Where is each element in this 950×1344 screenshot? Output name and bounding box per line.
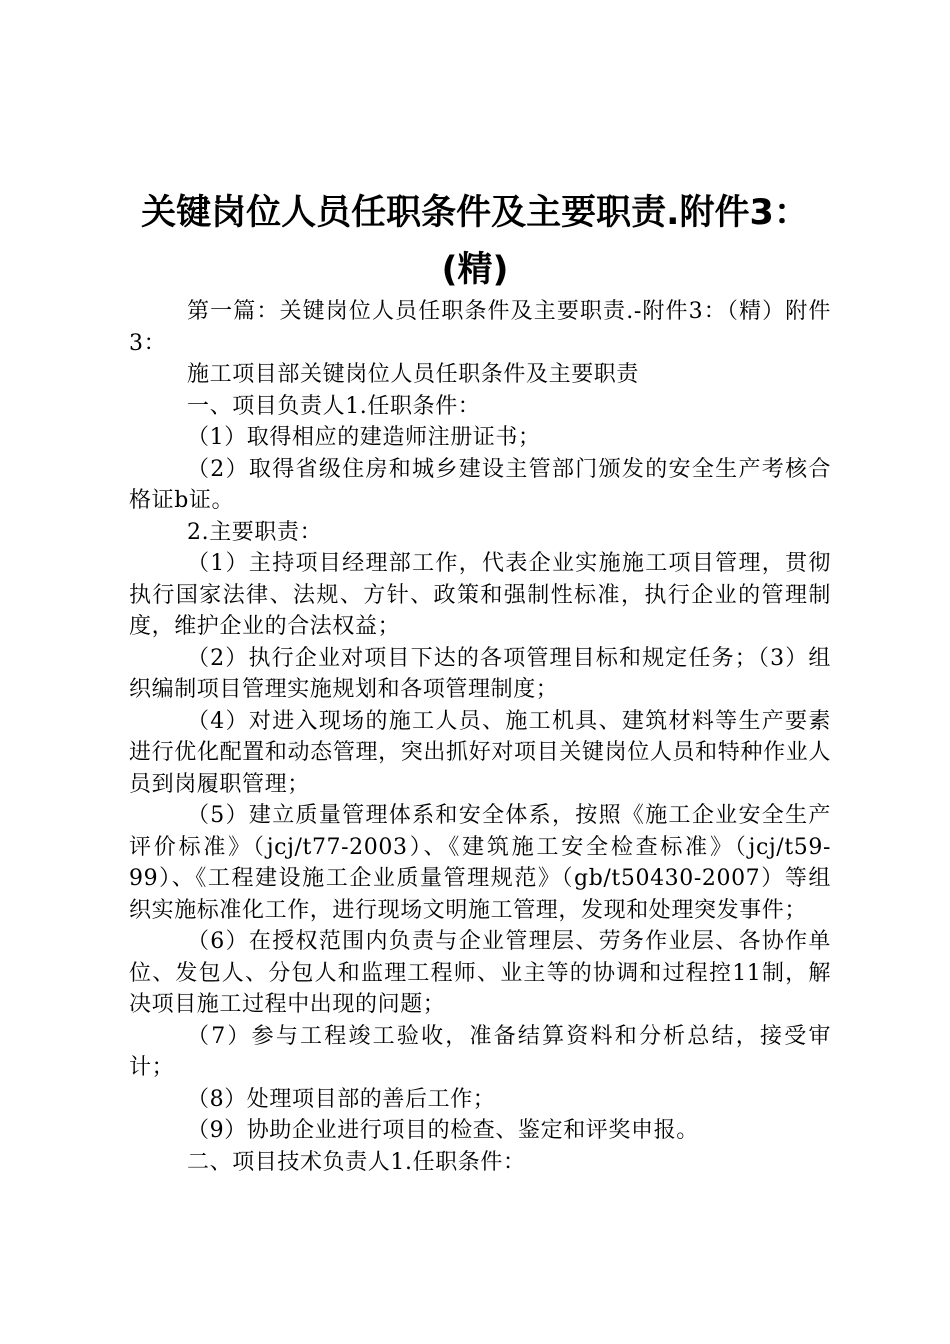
paragraph-duty-6: （6）在授权范围内负责与企业管理层、劳务作业层、各协作单位、发包人、分包人和监理工程师、业主等的协调和过程控11制，解决项目施工过程中出现的问题；: [129, 929, 831, 1017]
paragraph-duty-1: （1）主持项目经理部工作，代表企业实施施工项目管理，贯彻执行国家法律、法规、方针、政策和强制性标准，执行企业的管理制度，维护企业的合法权益；: [129, 551, 831, 639]
paragraph-condition-1: （1）取得相应的建造师注册证书；: [187, 425, 541, 450]
document-body: [129, 296, 831, 1178]
paragraph-duty-2-3: （2）执行企业对项目下达的各项管理目标和规定任务；（3）组织编制项目管理实施规划和各项管理制度；: [129, 645, 831, 702]
paragraph-duty-9: （9）协助企业进行项目的检查、鉴定和评奖申报。: [187, 1118, 699, 1143]
document-title-line-1: 关键岗位人员任职条件及主要职责.附件3：: [141, 193, 809, 233]
paragraph-duty-7: （7）参与工程竣工验收，准备结算资料和分析总结，接受审计；: [129, 1023, 831, 1080]
paragraph-duty-4: （4）对进入现场的施工人员、施工机具、建筑材料等生产要素进行优化配置和动态管理，突出抓好对项目关键岗位人员和特种作业人员到岗履职管理；: [129, 708, 831, 797]
paragraph-intro: 第一篇：关键岗位人员任职条件及主要职责.-附件3：（精）附件3：: [129, 299, 831, 356]
paragraph-duty-8: （8）处理项目部的善后工作；: [187, 1086, 496, 1112]
document-title-line-2: (精): [441, 250, 509, 290]
paragraph-section-heading: 施工项目部关键岗位人员任职条件及主要职责: [187, 362, 640, 387]
paragraph-heading-technical-leader: 二、项目技术负责人1.任职条件：: [187, 1149, 526, 1175]
paragraph-duties-heading: 2.主要职责：: [187, 519, 323, 545]
paragraph-heading-project-leader: 一、项目负责人1.任职条件：: [187, 393, 481, 419]
paragraph-condition-2: （2）取得省级住房和城乡建设主管部门颁发的安全生产考核合格证b证。: [129, 456, 831, 513]
paragraph-duty-5: （5）建立质量管理体系和安全体系，按照《施工企业安全生产评价标准》（jcj/t77-2003）、《建筑施工安全检查标准》（jcj/t59-99）、《工程建设施工企业质量管理规范》（gb/t50430-2007）等组织实施标准化工作，进行现场文明施工管理，发现和处理突发事件；: [129, 803, 831, 923]
